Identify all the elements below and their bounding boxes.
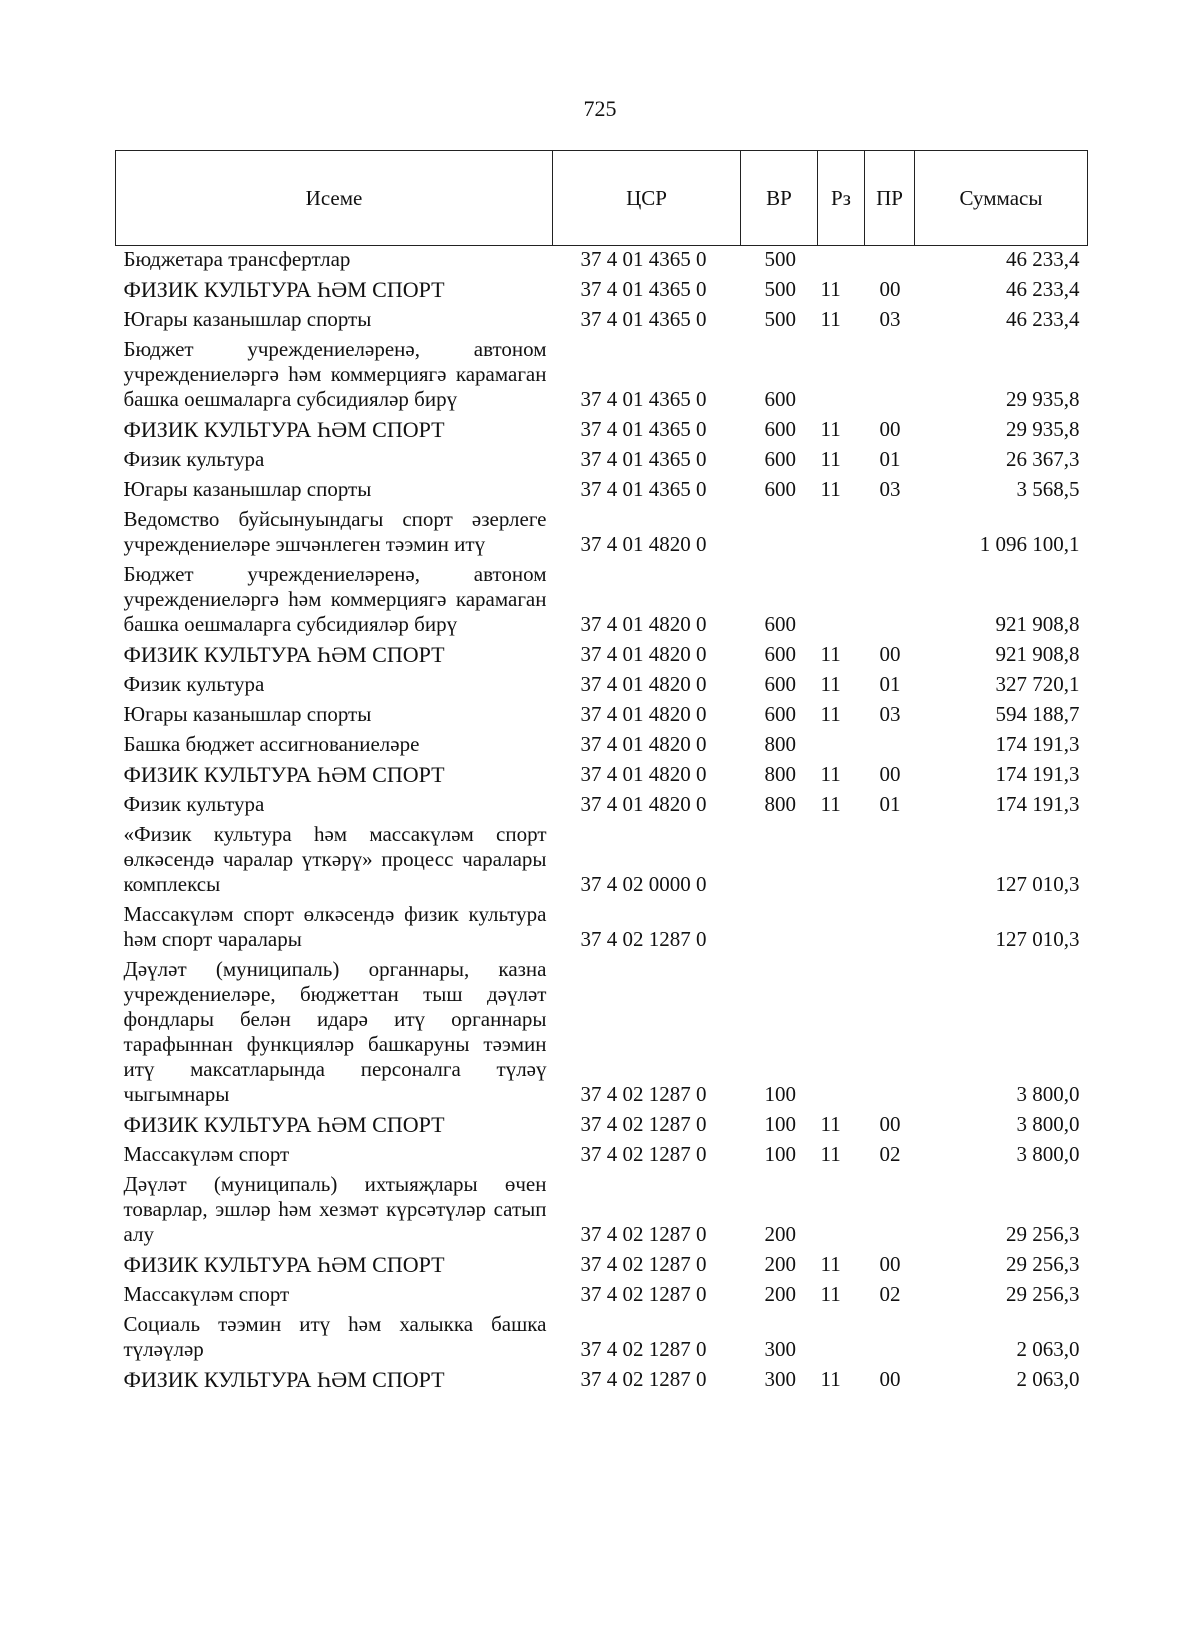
header-sum: Суммасы [915,151,1088,246]
cell-csr: 37 4 01 4365 0 [580,417,707,441]
cell-csr: 37 4 01 4820 0 [580,792,707,816]
cell-pr [865,336,915,416]
cell-rz: 11 [820,1142,841,1166]
cell-name: Ведомство буйсынуындагы спорт әзерлеге учреждениеләре эшчәнлеген тәэмин итү [123,507,547,556]
cell-rz [818,956,865,1111]
cell-sum: 921 908,8 [995,612,1080,636]
cell-name: Югары казанышлар спорты [123,307,372,331]
cell-vr: 600 [764,672,796,696]
cell-sum: 1 096 100,1 [979,532,1080,556]
cell-pr: 01 [879,792,901,816]
table-row [116,306,1088,336]
cell-name: Башка бюджет ассигнованиеләре [123,732,420,756]
table-row [116,1281,1088,1311]
cell-sum: 46 233,4 [1006,247,1080,271]
cell-vr [741,506,818,561]
cell-vr: 200 [764,1282,796,1306]
table-header [116,151,1088,246]
cell-csr: 37 4 02 1287 0 [580,1367,707,1391]
cell-csr: 37 4 02 1287 0 [580,1142,707,1166]
header-name: Исеме [116,151,553,246]
cell-name: Массакүләм спорт [123,1282,290,1306]
cell-csr: 37 4 01 4365 0 [580,387,707,411]
cell-sum: 29 935,8 [1006,387,1080,411]
cell-csr: 37 4 01 4365 0 [580,447,707,471]
cell-vr [741,901,818,956]
cell-rz: 11 [820,417,841,441]
cell-sum: 29 256,3 [1006,1282,1080,1306]
table-row [116,446,1088,476]
table-row [116,731,1088,761]
table-row [116,901,1088,956]
cell-sum: 3 568,5 [1016,477,1080,501]
cell-csr: 37 4 01 4820 0 [580,702,707,726]
cell-rz: 11 [820,477,841,501]
cell-sum: 174 191,3 [995,792,1080,816]
table-row [116,1366,1088,1396]
cell-rz: 11 [820,1252,841,1276]
cell-pr [865,1311,915,1366]
table-row [116,276,1088,306]
header-rz: Рз [818,151,865,246]
cell-rz: 11 [820,642,841,666]
cell-pr [865,561,915,641]
table-row [116,416,1088,446]
cell-rz: 11 [820,792,841,816]
cell-name: Массакүләм спорт өлкәсендә физик культура һәм спорт чаралары [123,902,547,951]
cell-name: Югары казанышлар спорты [123,477,372,501]
cell-name: Социаль тәэмин итү һәм халыкка башка түләүләр [123,1312,547,1361]
table-row [116,791,1088,821]
cell-rz: 11 [820,1367,841,1391]
cell-name: Физик культура [123,672,265,696]
cell-vr: 800 [764,762,796,786]
cell-vr: 500 [764,307,796,331]
table-row [116,246,1088,277]
cell-vr: 600 [764,447,796,471]
cell-name: Бюджет учреждениеләренә, автоном учреждениеләргә һәм коммерциягә карамаган башка оешмаларга субсидияләр бирү [123,337,547,411]
cell-sum: 3 800,0 [1016,1142,1080,1166]
cell-vr: 600 [764,387,796,411]
cell-sum: 29 935,8 [1006,417,1080,441]
cell-vr: 100 [764,1112,796,1136]
cell-csr: 37 4 01 4820 0 [580,612,707,636]
cell-vr: 600 [764,477,796,501]
cell-pr: 01 [879,672,901,696]
table-row [116,1141,1088,1171]
cell-vr: 600 [764,642,796,666]
cell-sum: 3 800,0 [1016,1112,1080,1136]
cell-name: Бюджетара трансфертлар [123,247,351,271]
cell-sum: 2 063,0 [1016,1367,1080,1391]
cell-name: Югары казанышлар спорты [123,702,372,726]
header-vr: ВР [741,151,818,246]
cell-rz: 11 [820,307,841,331]
cell-pr: 00 [879,762,901,786]
cell-rz: 11 [820,1112,841,1136]
cell-pr: 03 [879,702,901,726]
cell-vr: 800 [764,732,796,756]
cell-name: «Физик культура һәм массакүләм спорт өлкәсендә чаралар үткәрү» процесс чаралары комплексы [123,822,547,896]
table-row [116,506,1088,561]
budget-table [115,150,1088,1396]
header-pr: ПР [865,151,915,246]
cell-rz [818,506,865,561]
cell-csr: 37 4 01 4820 0 [580,642,707,666]
cell-rz: 11 [820,447,841,471]
cell-csr: 37 4 02 1287 0 [580,1282,707,1306]
cell-rz [818,821,865,901]
cell-name: Физик культура [123,792,265,816]
table-row [116,761,1088,791]
cell-pr: 00 [879,642,901,666]
cell-vr: 500 [764,277,796,301]
cell-pr [865,506,915,561]
cell-csr: 37 4 02 1287 0 [580,1082,707,1106]
cell-vr [741,821,818,901]
cell-pr: 00 [879,1367,901,1391]
cell-rz: 11 [820,762,841,786]
cell-sum: 594 188,7 [995,702,1080,726]
cell-vr: 200 [764,1222,796,1246]
cell-rz: 11 [820,277,841,301]
cell-sum: 127 010,3 [995,927,1080,951]
cell-pr [865,1171,915,1251]
cell-sum: 2 063,0 [1016,1337,1080,1361]
cell-name: ФИЗИК КУЛЬТУРА ҺӘМ СПОРТ [123,417,445,442]
cell-sum: 921 908,8 [995,642,1080,666]
cell-csr: 37 4 01 4365 0 [580,307,707,331]
cell-csr: 37 4 01 4365 0 [580,477,707,501]
cell-name: ФИЗИК КУЛЬТУРА ҺӘМ СПОРТ [123,277,445,302]
cell-pr [865,821,915,901]
cell-sum: 46 233,4 [1006,307,1080,331]
table-row [116,1311,1088,1366]
cell-pr: 01 [879,447,901,471]
cell-sum: 174 191,3 [995,732,1080,756]
cell-rz [818,336,865,416]
cell-vr: 200 [764,1252,796,1276]
cell-rz [818,561,865,641]
table-row [116,701,1088,731]
cell-pr: 00 [879,1112,901,1136]
cell-name: Дәүләт (муниципаль) ихтыяҗлары өчен товарлар, эшләр һәм хезмәт күрсәтүләр сатып алу [123,1172,547,1246]
cell-csr: 37 4 02 0000 0 [580,872,707,896]
cell-pr [865,731,915,761]
page-number: 725 [583,96,617,121]
cell-csr: 37 4 01 4820 0 [580,732,707,756]
cell-sum: 127 010,3 [995,872,1080,896]
cell-csr: 37 4 01 4365 0 [580,247,707,271]
cell-sum: 46 233,4 [1006,277,1080,301]
cell-rz [818,246,865,277]
cell-name: Дәүләт (муниципаль) органнары, казна учреждениеләре, бюджеттан тыш дәүләт фондлары белән идарә итү органнары тарафыннан функцияләр башкаруны тәэмин итү максатларында персоналга түләү чыгымнары [123,957,547,1106]
cell-rz [818,1311,865,1366]
cell-name: ФИЗИК КУЛЬТУРА ҺӘМ СПОРТ [123,1367,445,1392]
table-row [116,641,1088,671]
header-row [116,151,1088,246]
cell-name: ФИЗИК КУЛЬТУРА ҺӘМ СПОРТ [123,1112,445,1137]
cell-vr: 600 [764,612,796,636]
cell-vr: 500 [764,247,796,271]
cell-pr [865,956,915,1111]
cell-pr: 03 [879,477,901,501]
cell-pr [865,901,915,956]
cell-rz [818,731,865,761]
cell-vr: 300 [764,1337,796,1361]
cell-pr: 03 [879,307,901,331]
table-row [116,1251,1088,1281]
cell-name: Физик культура [123,447,265,471]
cell-name: ФИЗИК КУЛЬТУРА ҺӘМ СПОРТ [123,762,445,787]
cell-csr: 37 4 02 1287 0 [580,1112,707,1136]
table-row [116,1111,1088,1141]
cell-name: Бюджет учреждениеләренә, автоном учреждениеләргә һәм коммерциягә карамаган башка оешмаларга субсидияләр бирү [123,562,547,636]
cell-sum: 29 256,3 [1006,1222,1080,1246]
cell-name: ФИЗИК КУЛЬТУРА ҺӘМ СПОРТ [123,642,445,667]
cell-sum: 174 191,3 [995,762,1080,786]
cell-sum: 29 256,3 [1006,1252,1080,1276]
table-row [116,336,1088,416]
cell-csr: 37 4 02 1287 0 [580,1252,707,1276]
cell-pr: 00 [879,1252,901,1276]
cell-rz [818,1171,865,1251]
cell-sum: 26 367,3 [1006,447,1080,471]
cell-sum: 327 720,1 [995,672,1080,696]
cell-csr: 37 4 02 1287 0 [580,1222,707,1246]
cell-csr: 37 4 02 1287 0 [580,927,707,951]
cell-vr: 600 [764,417,796,441]
cell-csr: 37 4 01 4820 0 [580,762,707,786]
cell-csr: 37 4 01 4820 0 [580,672,707,696]
cell-pr: 00 [879,277,901,301]
table-row [116,476,1088,506]
cell-rz [818,901,865,956]
cell-sum: 3 800,0 [1016,1082,1080,1106]
cell-csr: 37 4 02 1287 0 [580,1337,707,1361]
table-row [116,671,1088,701]
cell-name: ФИЗИК КУЛЬТУРА ҺӘМ СПОРТ [123,1252,445,1277]
table-row [116,1171,1088,1251]
cell-vr: 300 [764,1367,796,1391]
cell-pr [865,246,915,277]
cell-rz: 11 [820,672,841,696]
table-row [116,956,1088,1111]
cell-pr: 02 [879,1142,901,1166]
table-row [116,821,1088,901]
cell-pr: 00 [879,417,901,441]
cell-pr: 02 [879,1282,901,1306]
cell-rz: 11 [820,1282,841,1306]
cell-csr: 37 4 01 4820 0 [580,532,707,556]
cell-vr: 800 [764,792,796,816]
cell-rz: 11 [820,702,841,726]
header-csr: ЦСР [553,151,741,246]
cell-vr: 100 [764,1082,796,1106]
table-body [116,246,1088,1397]
table-row [116,561,1088,641]
cell-vr: 600 [764,702,796,726]
cell-csr: 37 4 01 4365 0 [580,277,707,301]
cell-name: Массакүләм спорт [123,1142,290,1166]
cell-vr: 100 [764,1142,796,1166]
